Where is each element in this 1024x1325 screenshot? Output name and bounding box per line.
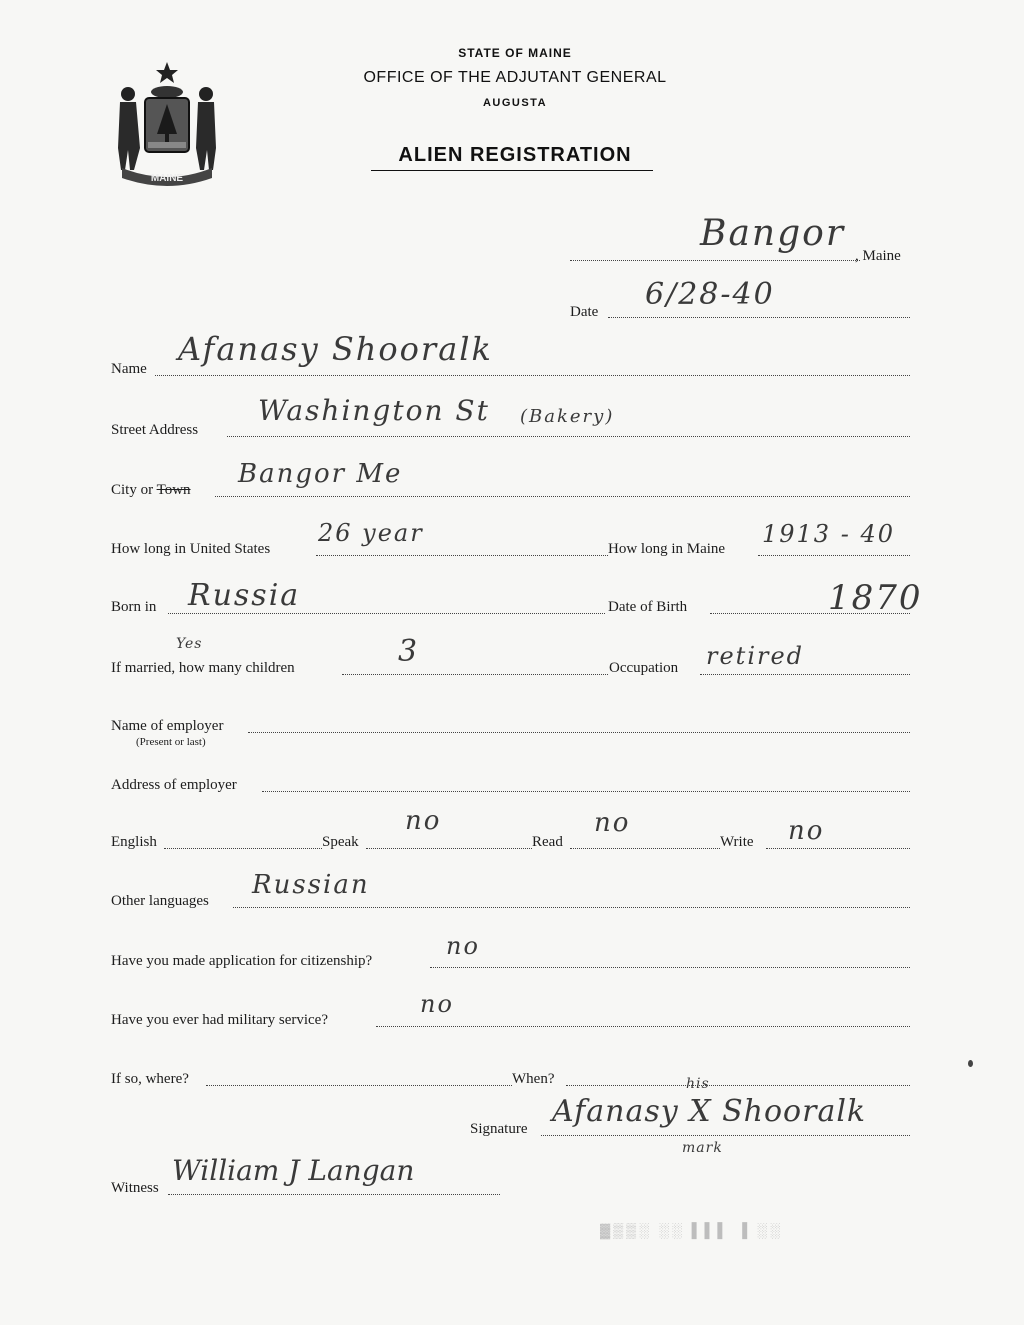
- english-label: English: [111, 834, 157, 850]
- write-line: [766, 848, 910, 849]
- speak-line: [366, 848, 532, 849]
- citizenship-label: Have you made application for citizenship?: [111, 953, 373, 969]
- born-in-label: Born in: [111, 599, 157, 615]
- where-line: [206, 1085, 512, 1086]
- date-line: [608, 317, 910, 318]
- city-line: [215, 496, 910, 497]
- how-long-us-line: [316, 555, 608, 556]
- other-languages-line: [233, 907, 910, 908]
- read-value: no: [594, 808, 631, 838]
- title-underline: [371, 170, 653, 171]
- date-value: 6/28-40: [645, 277, 775, 312]
- place-suffix: , Maine: [855, 248, 901, 264]
- other-languages-value: Russian: [252, 870, 370, 900]
- children-value: 3: [398, 634, 420, 669]
- header-office: OFFICE OF THE ADJUTANT GENERAL: [363, 69, 667, 86]
- occupation-label: Occupation: [609, 660, 679, 676]
- how-long-maine-line: [758, 555, 910, 556]
- header-city: AUGUSTA: [482, 97, 548, 109]
- city-label-prefix: City or: [111, 482, 154, 498]
- how-long-maine-label: How long in Maine: [608, 541, 726, 557]
- city-label-struck: Town: [156, 482, 191, 498]
- married-line: [342, 674, 608, 675]
- citizenship-value: no: [446, 932, 480, 960]
- signature-above: his: [686, 1076, 710, 1092]
- employer-label: Name of employer: [111, 718, 224, 734]
- how-long-maine-value: 1913 - 40: [762, 520, 895, 548]
- street-label: Street Address: [111, 422, 199, 438]
- street-value: Washington St: [258, 394, 490, 427]
- place-line: [570, 260, 860, 261]
- speak-value: no: [405, 806, 442, 836]
- occupation-value: retired: [706, 642, 805, 670]
- when-label: When?: [512, 1071, 555, 1087]
- place-value: Bangor: [700, 213, 846, 254]
- speak-label: Speak: [322, 834, 359, 850]
- military-line: [376, 1026, 910, 1027]
- employer-address-line: [262, 791, 910, 792]
- signature-line: [541, 1135, 910, 1136]
- employer-address-label: Address of employer: [111, 777, 237, 793]
- city-label: [111, 482, 191, 499]
- citizenship-line: [430, 967, 910, 968]
- how-long-us-label: How long in United States: [111, 541, 271, 557]
- signature-value: Afanasy X Shooralk: [552, 1094, 867, 1129]
- city-value: Bangor Me: [238, 459, 403, 489]
- name-line: [155, 375, 910, 376]
- married-label: If married, how many children: [111, 660, 295, 676]
- military-value: no: [420, 990, 454, 1018]
- witness-value: William J Langan: [172, 1154, 415, 1187]
- write-value: no: [788, 816, 825, 846]
- employer-sublabel: (Present or last): [136, 736, 206, 748]
- english-line: [164, 848, 322, 849]
- read-line: [570, 848, 720, 849]
- employer-line: [248, 732, 910, 733]
- born-in-value: Russia: [188, 578, 301, 613]
- signature-label: Signature: [470, 1121, 528, 1137]
- military-label: Have you ever had military service?: [111, 1012, 328, 1028]
- maine-seal-icon: [112, 58, 222, 186]
- faded-stamp: ▓▒▒░ ░░ ▌▌▌ ▐ ░░: [600, 1222, 783, 1238]
- signature-below: mark: [682, 1140, 723, 1156]
- witness-line: [168, 1194, 500, 1195]
- header-state: STATE OF MAINE: [458, 46, 572, 60]
- name-label: Name: [111, 361, 147, 377]
- other-languages-label: Other languages: [111, 893, 209, 909]
- occupation-line: [700, 674, 910, 675]
- when-line: [566, 1085, 910, 1086]
- seal-label: MAINE: [150, 173, 184, 184]
- name-value: Afanasy Shooralk: [178, 330, 493, 368]
- date-label: Date: [570, 304, 599, 320]
- married-note: Yes: [176, 636, 203, 652]
- date-of-birth-label: Date of Birth: [608, 599, 688, 615]
- born-in-line: [168, 613, 605, 614]
- street-note: (Bakery): [520, 406, 615, 427]
- date-of-birth-value: 1870: [828, 578, 923, 618]
- form-title: ALIEN REGISTRATION: [398, 144, 632, 166]
- ink-speck: [968, 1060, 973, 1067]
- street-line: [227, 436, 910, 437]
- write-label: Write: [720, 834, 754, 850]
- if-so-where-label: If so, where?: [111, 1071, 189, 1087]
- witness-label: Witness: [111, 1180, 159, 1196]
- how-long-us-value: 26 year: [318, 519, 424, 547]
- read-label: Read: [532, 834, 563, 850]
